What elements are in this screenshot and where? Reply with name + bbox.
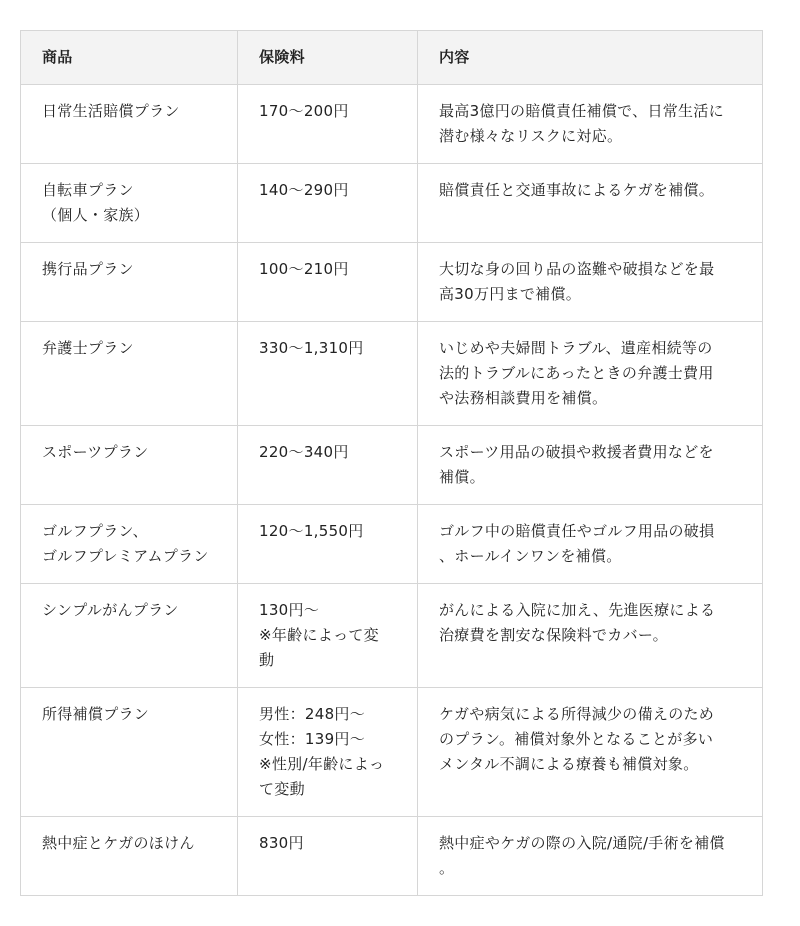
header-content: 内容 (418, 31, 763, 85)
table-row (21, 817, 763, 896)
plan-name: 日常生活賠償プラン (21, 85, 238, 164)
table-row (21, 584, 763, 688)
plan-premium: 100〜210円 (238, 243, 418, 322)
table-row (21, 243, 763, 322)
plan-name: 所得補償プラン (21, 688, 238, 817)
plan-description: がんによる入院に加え、先進医療による 治療費を割安な保険料でカバー。 (418, 584, 763, 688)
plan-premium: 830円 (238, 817, 418, 896)
table-row (21, 426, 763, 505)
table-row (21, 85, 763, 164)
plan-premium: 170〜200円 (238, 85, 418, 164)
header-premium: 保険料 (238, 31, 418, 85)
plan-premium: 120〜1,550円 (238, 505, 418, 584)
plan-premium: 140〜290円 (238, 164, 418, 243)
plan-description: いじめや夫婦間トラブル、遺産相続等の 法的トラブルにあったときの弁護士費用 や法務相談費用を補償。 (418, 322, 763, 426)
plan-premium: 220〜340円 (238, 426, 418, 505)
plan-name: 自転車プラン （個人・家族） (21, 164, 238, 243)
insurance-plans-table (20, 30, 763, 896)
plan-name: 携行品プラン (21, 243, 238, 322)
table-row (21, 505, 763, 584)
table-row (21, 164, 763, 243)
plan-premium: 330〜1,310円 (238, 322, 418, 426)
plan-name: 熱中症とケガのほけん (21, 817, 238, 896)
table-row (21, 688, 763, 817)
header-product: 商品 (21, 31, 238, 85)
plan-name: 弁護士プラン (21, 322, 238, 426)
plan-premium: 130円〜 ※年齢によって変 動 (238, 584, 418, 688)
plan-name: スポーツプラン (21, 426, 238, 505)
plan-name: ゴルフプラン、 ゴルフプレミアムプラン (21, 505, 238, 584)
plan-name: シンプルがんプラン (21, 584, 238, 688)
plan-description: ゴルフ中の賠償責任やゴルフ用品の破損 、ホールインワンを補償。 (418, 505, 763, 584)
plan-description: 大切な身の回り品の盗難や破損などを最 高30万円まで補償。 (418, 243, 763, 322)
plan-premium: 男性：248円〜 女性：139円〜 ※性別/年齢によっ て変動 (238, 688, 418, 817)
plan-description: 賠償責任と交通事故によるケガを補償。 (418, 164, 763, 243)
plan-description: ケガや病気による所得減少の備えのため のプラン。補償対象外となることが多い メンタル不調による療養も補償対象。 (418, 688, 763, 817)
plan-description: 最高3億円の賠償責任補償で、日常生活に 潜む様々なリスクに対応。 (418, 85, 763, 164)
plan-description: 熱中症やケガの際の入院/通院/手術を補償 。 (418, 817, 763, 896)
table-header-row (21, 31, 763, 85)
plan-description: スポーツ用品の破損や救援者費用などを 補償。 (418, 426, 763, 505)
table-row (21, 322, 763, 426)
